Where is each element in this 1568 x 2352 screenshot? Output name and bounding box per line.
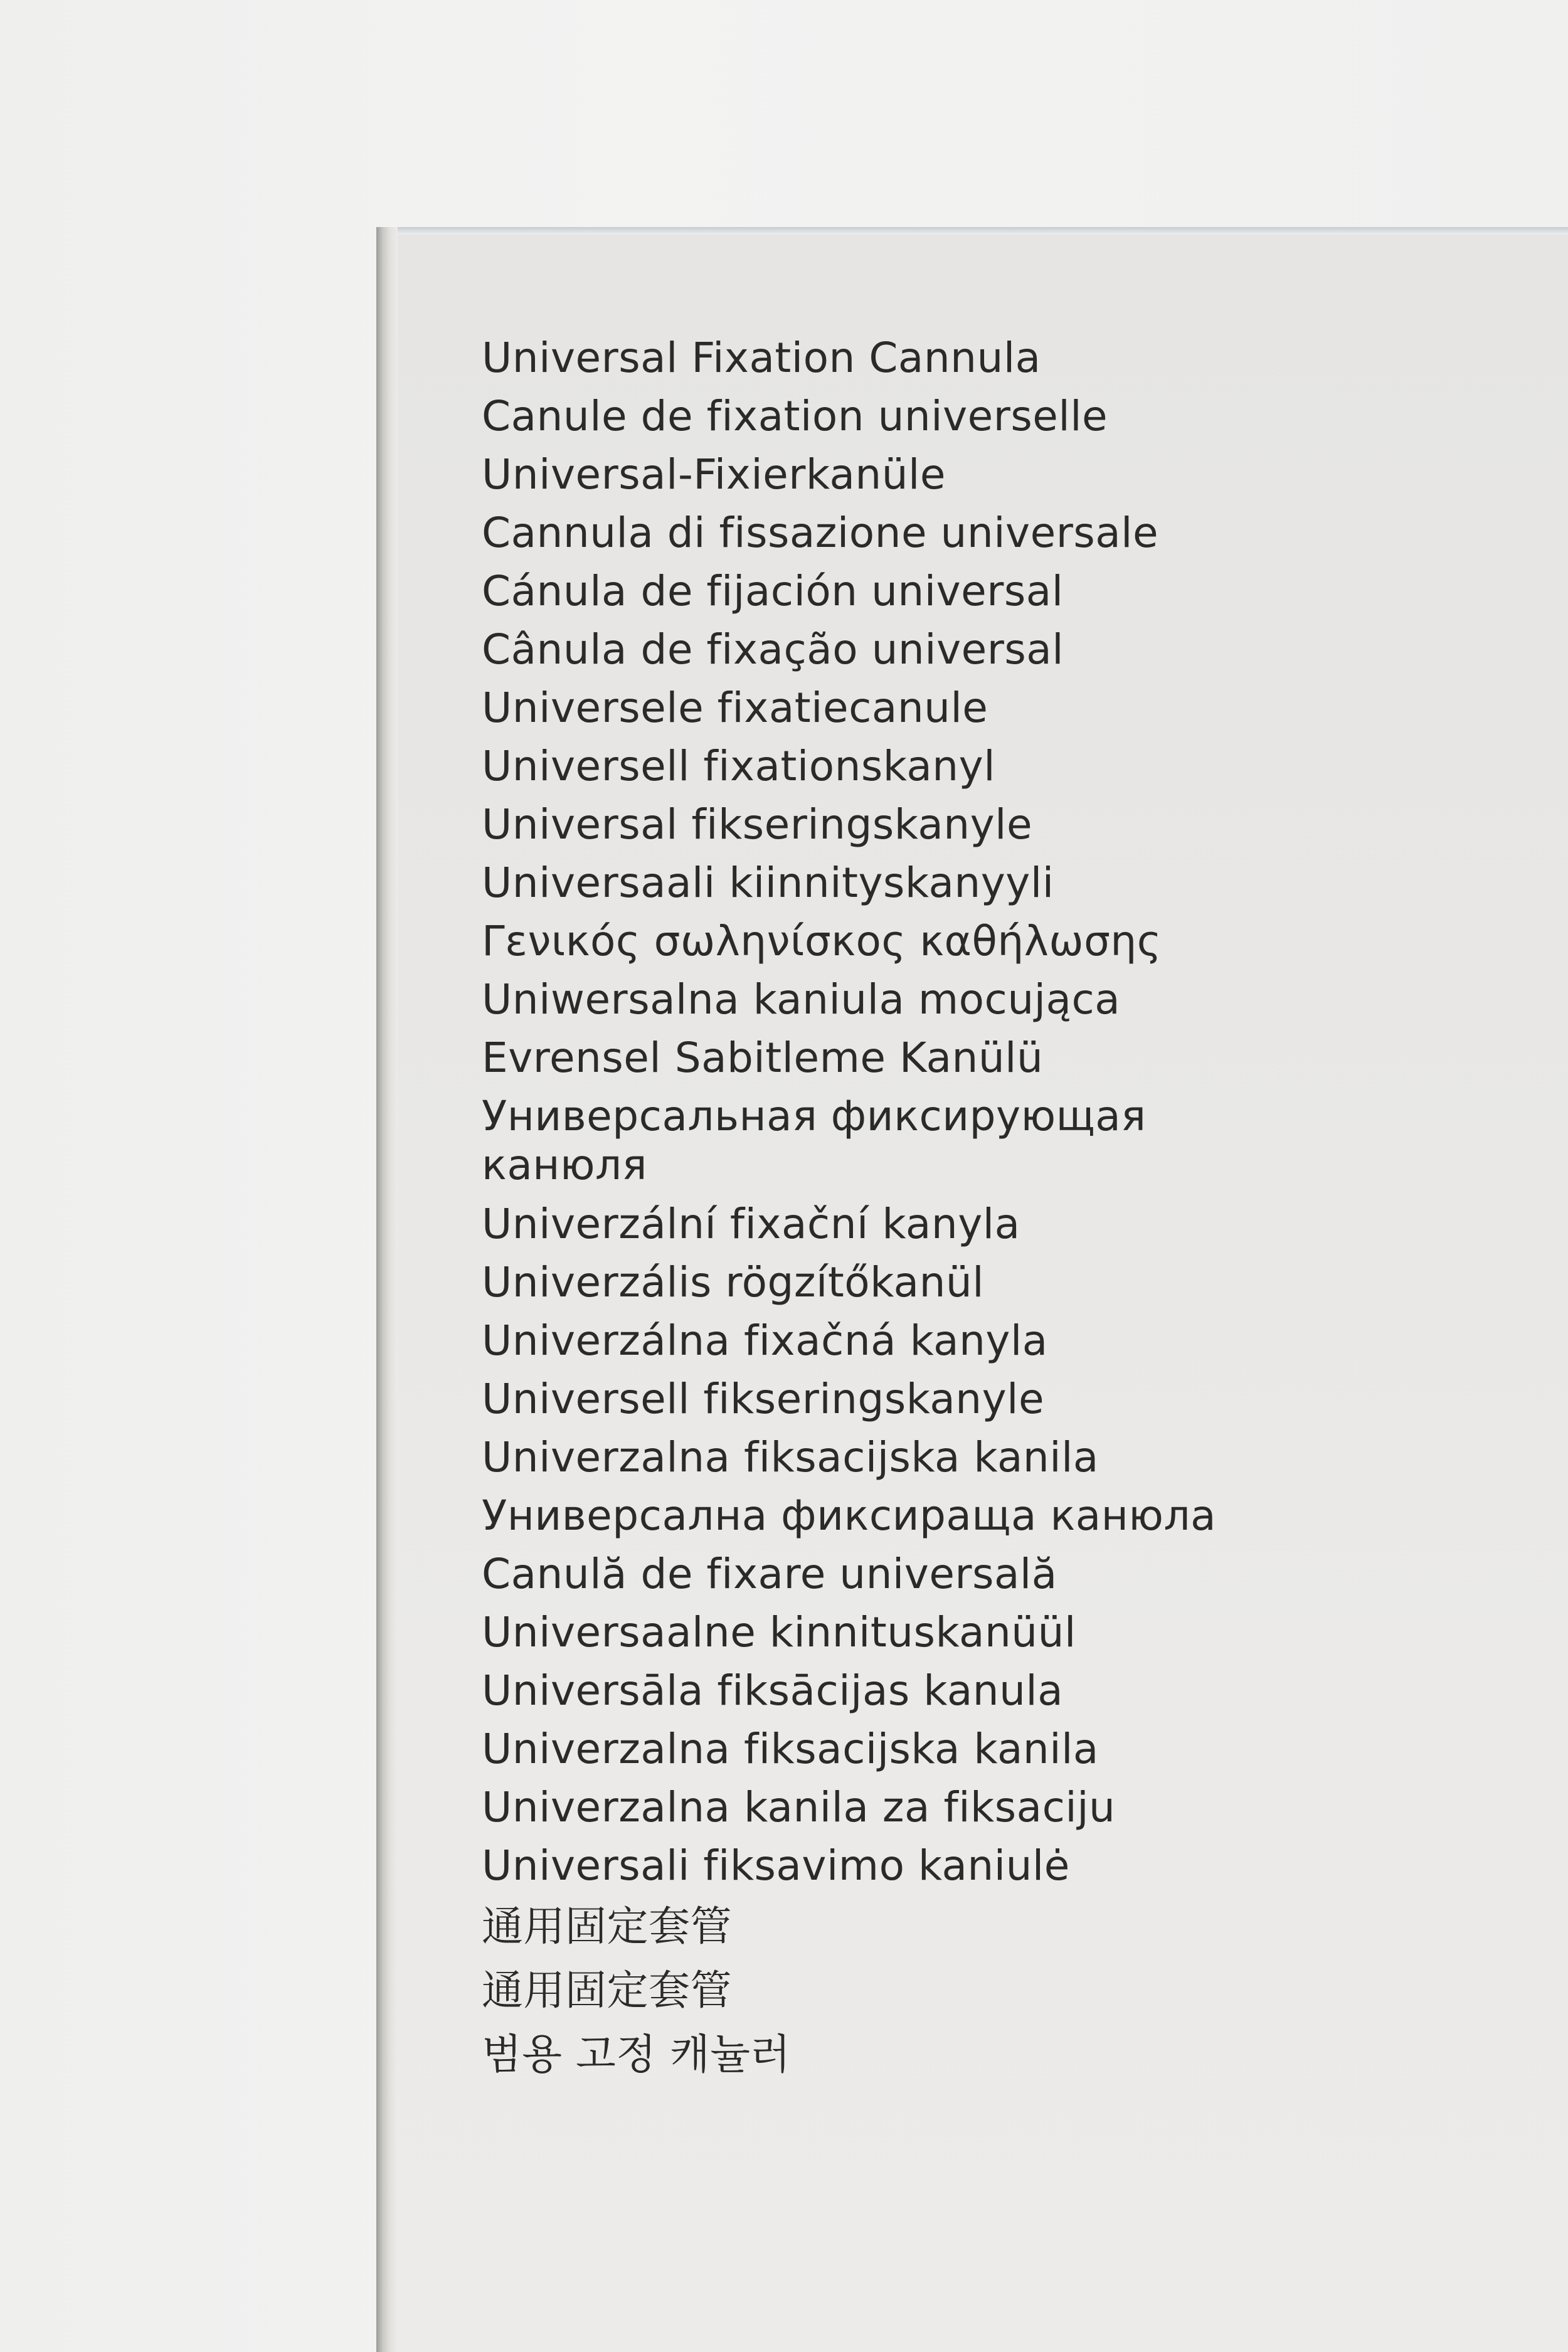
label-line: Univerzálna fixačná kanyla: [482, 1316, 1048, 1365]
label-line: 通用固定套管: [482, 1902, 732, 1951]
label-line: Universele fixatiecanule: [482, 684, 988, 732]
label-line: Universaali kiinnityskanyyli: [482, 859, 1054, 907]
label-line: Универсална фиксираща канюла: [482, 1491, 1217, 1540]
label-line: Cánula de fijación universal: [482, 567, 1064, 615]
label-line: Universaalne kinnituskanüül: [482, 1608, 1076, 1656]
label-line: 범용 고정 캐뉼러: [482, 2030, 791, 2079]
label-line: Uniwersalna kaniula mocująca: [482, 975, 1121, 1024]
multilingual-label-list: [482, 329, 1360, 2087]
label-line: Univerzalna fiksacijska kanila: [482, 1433, 1099, 1481]
label-line: Universal Fixation Cannula: [482, 334, 1041, 382]
label-line: Univerzális rögzítőkanül: [482, 1258, 985, 1306]
label-line: Canulă de fixare universală: [482, 1550, 1057, 1598]
label-line: Evrensel Sabitleme Kanülü: [482, 1034, 1044, 1082]
label-line: Универсальная фиксирующая канюля: [482, 1092, 1147, 1189]
label-line: 通用固定套管: [482, 1966, 732, 2015]
label-line: Univerzální fixační kanyla: [482, 1200, 1020, 1248]
label-line: Universali fiksavimo kaniulė: [482, 1841, 1070, 1890]
label-line: Universal-Fixierkanüle: [482, 450, 946, 499]
label-line: Universal fikseringskanyle: [482, 800, 1033, 849]
label-line: Cânula de fixação universal: [482, 625, 1064, 674]
label-line: Canule de fixation universelle: [482, 392, 1108, 440]
label-line: Cannula di fissazione universale: [482, 509, 1159, 557]
label-line: Univerzalna fiksacijska kanila: [482, 1725, 1099, 1773]
label-line: Universell fikseringskanyle: [482, 1375, 1045, 1423]
label-line: Γενικός σωληνίσκος καθήλωσης: [482, 917, 1162, 965]
label-line: Universell fixationskanyl: [482, 742, 996, 790]
label-line: Univerzalna kanila za fiksaciju: [482, 1783, 1116, 1831]
box-top-edge: [384, 227, 1568, 235]
label-line: Universāla fiksācijas kanula: [482, 1666, 1064, 1715]
box-side-edge: [376, 227, 398, 2352]
